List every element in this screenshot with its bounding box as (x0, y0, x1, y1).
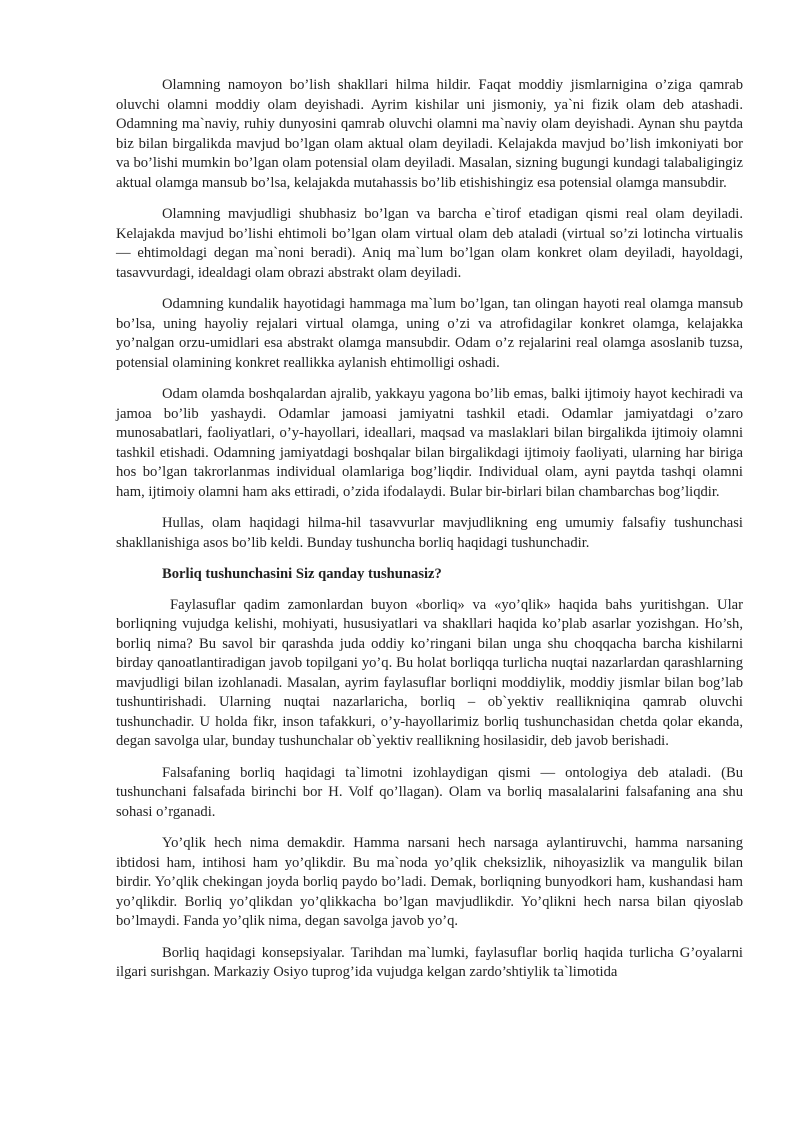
paragraph-conclusion: Hullas, olam haqidagi hilma-hil tasavvurlar mavjudlikning eng umumiy falsafiy tushunchasi shakllanishiga asos bo’lib keldi. Bunday tushuncha borliq haqidagi tushunchadir. (116, 515, 743, 551)
paragraph-ontology: Falsafaning borliq haqidagi ta`limotni izohlaydigan qismi — ontologiya deb ataladi. (Bu tushunchani falsafada birinchi bor H. Volf qo’llagan). Olam va borliq masalalarini falsafaning ana shu sohasi o’rganadi. (116, 764, 743, 820)
paragraph-concepts: Borliq haqidagi konsepsiyalar. Tarihdan ma`lumki, faylasuflar borliq haqida turlicha G’oyalarni ilgari surishgan. Markaziy Osiyo tuprog’ida vujudga kelgan zardo’shtiylik ta`limotida (116, 944, 743, 980)
paragraph-social-world: Odam olamda boshqalardan ajralib, yakkayu yagona bo’lib emas, balki ijtimoiy hayot kechiradi va jamoa bo’lib yashaydi. Odamlar jamoasi jamiyatni tashkil etadi. Odamlar jamiyatdagi o’zaro munosabatlari, faoliyatlari, o’y-hayollari, ideallari, maqsad va maslaklari bilan birgalikda ijtimoiy olamni tashkil etishadi. Odamning jamiyatdagi boshqalar bilan birgalikdagi ijtimoiy faoliyati, ularning har biriga hos bo’lgan takrorlanmas individual olamlariga bog’liqdir. Individual olam, ayni paytda tashqi olamni ham, ijtimoiy olamni ham aks ettiradi, o’zida ifodalaydi. Bular bir-birlari bilan chambarchas bog’liqdir. (116, 386, 743, 500)
paragraph-daily-life: Odamning kundalik hayotidagi hammaga ma`lum bo’lgan, tan olingan hayoti real olamga mansub bo’lsa, uning hayoliy rejalari virtual olamga, uning o’zi va atrofidagilar konkret olamga, kelajakka yo’nalgan orzu-umidlari esa abstrakt olamga mansubdir. Odam o’z rejalarini real olamga asoslanib tuzsa, potensial olamining konkret reallikka aylanish ehtimolligi oshadi. (116, 296, 743, 371)
paragraph-philosophers: Faylasuflar qadim zamonlardan buyon «borliq» va «yo’qlik» haqida bahs yuritishgan. Ular borliqning vujudga kelishi, mohiyati, hususiyatlari va shakllari haqida ko’plab asarlar yozishgan. Ho’sh, borliq nima? Bu savol bir qarashda juda oddiy ko’ringani bilan unga shu choqqacha barcha kishilarni birday qanoatlantiradigan javob topilgani yo’q. Bu holat borliqqa turlicha nuqtai nazarlardan qarashlarning mavjudligi bilan izohlanadi. Masalan, ayrim faylasuflar borliqni moddiylik, moddiy jismlar bilan bog’lab tushuntirishadi. Ularning nuqtai nazarlaricha, borliq – ob`yektiv reallikniqina qamrab oluvchi tushunchadir. U holda fikr, inson tafakkuri, o’y-hayollarimiz borliq tushunchasidan chetda qolar ekanda, degan savolga ular, bunday tushunchalar ob`yektiv reallikning hosilasidir, deb javob berishadi. (116, 596, 743, 749)
paragraph-nothingness: Yo’qlik hech nima demakdir. Hamma narsani hech narsaga aylantiruvchi, hamma narsaning ibtidosi ham, intihosi ham yo’qlikdir. Bu ma`noda yo’qlik cheksizlik, nihoyasizlik va mangulik bilan birdir. Yo’qlik chekingan joyda borliq paydo bo’ladi. Demak, borliqning bunyodkori ham, kushandasi ham yo’qlikdir. Borliq yo’qlikdan yo’qlikkacha bo’lgan mavjudlikdir. Yo’qlikni hech narsa bilan qiyoslab bo’lmaydi. Fanda yo’qlik nima, degan savolga javob yo’q. (116, 835, 743, 929)
section-heading: Borliq tushunchasini Siz qanday tushunasiz? (162, 566, 442, 582)
paragraph-real-world: Olamning mavjudligi shubhasiz bo’lgan va barcha e`tirof etadigan qismi real olam deyiladi. Kelajakda mavjud bo’lishi ehtimoli bo’lgan olam virtual olam deb ataladi (virtual so’zi lotincha virtualis — ehtimoldagi degan ma`noni beradi). Aniq ma`lum bo’lgan olam konkret olam deyiladi, hayoldagi, tasavvurdagi, idealdagi olam obrazi abstrakt olam deyiladi. (116, 206, 743, 281)
paragraph-world-forms: Olamning namoyon bo’lish shakllari hilma hildir. Faqat moddiy jismlarnigina o’ziga qamrab oluvchi olamni moddiy olam deyishadi. Ayrim kishilar uni jismoniy, ya`ni fizik olam deb atashadi. Odamning ma`naviy, ruhiy dunyosini qamrab oluvchi olamni ma`naviy olam deyishadi. Aynan shu paytda biz bilan birgalikda mavjud bo’lgan olam aktual olam deyiladi. Kelajakda mavjud bo’lish imkoniyati bor va bo’lishi mumkin bo’lgan olam potensial olam deyiladi. Masalan, sizning bugungi kundagi talabaligingiz aktual olamga mansub bo’lsa, kelajakda mutahassis bo’lib etishishingiz esa potensial olamga mansubdir. (116, 77, 743, 191)
document-body (116, 76, 743, 995)
